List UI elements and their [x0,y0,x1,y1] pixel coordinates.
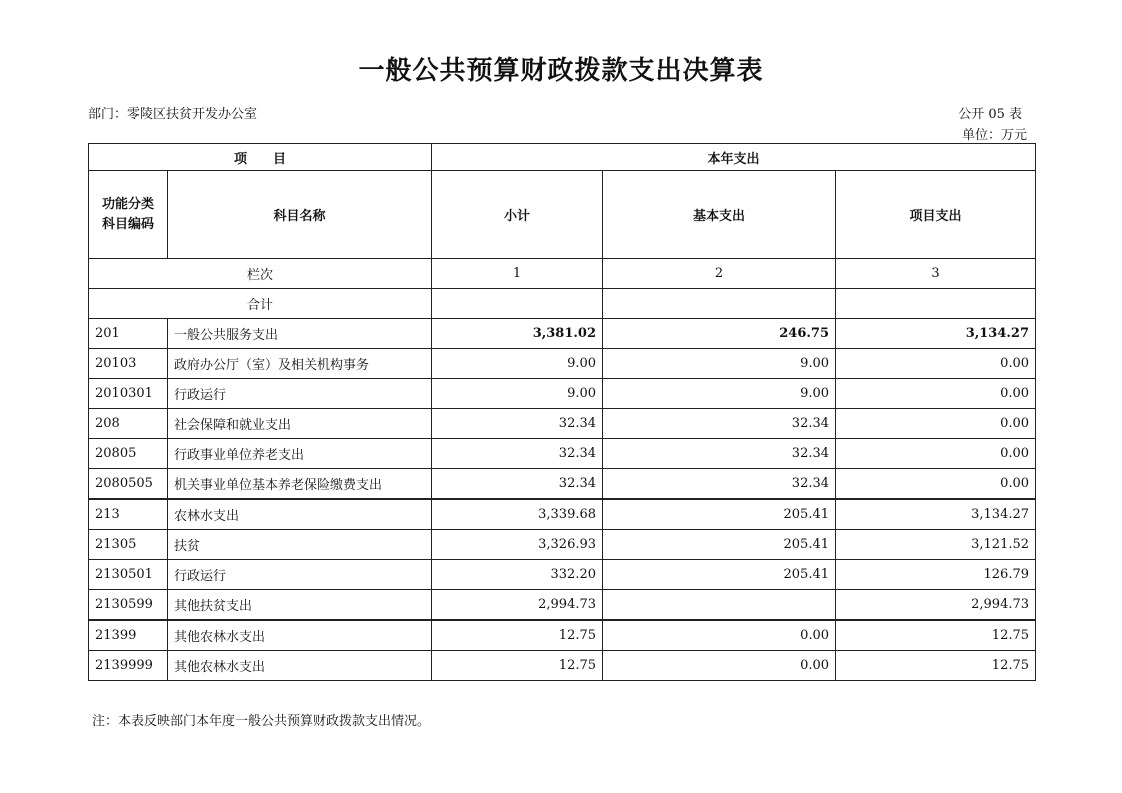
row-basic: 32.34 [603,439,836,469]
column-number-2: 2 [603,259,836,289]
header-name: 科目名称 [168,171,432,259]
row-name: 其他扶贫支出 [168,590,432,621]
row-name: 机关事业单位基本养老保险缴费支出 [168,469,432,500]
table-row [89,409,1036,439]
department-label: 部门：零陵区扶贫开发办公室 [88,107,258,122]
header-subtotal: 小计 [432,171,603,259]
row-basic: 205.41 [603,560,836,590]
table-row [89,620,1036,651]
row-code: 213 [89,499,168,530]
row-subtotal: 3,339.68 [432,499,603,530]
row-basic: 32.34 [603,409,836,439]
row-name: 农林水支出 [168,499,432,530]
row-project: 3,134.27 [836,319,1036,349]
header-item: 项 目 [89,144,432,171]
unit-label: 单位：万元 [961,128,1027,143]
row-project: 2,994.73 [836,590,1036,621]
row-basic: 9.00 [603,349,836,379]
row-name: 一般公共服务支出 [168,319,432,349]
row-project: 0.00 [836,469,1036,500]
row-subtotal: 32.34 [432,439,603,469]
row-name: 行政事业单位养老支出 [168,439,432,469]
footnote: 注：本表反映部门本年度一般公共预算财政拨款支出情况。 [92,714,431,729]
table-row [89,651,1036,681]
row-subtotal: 12.75 [432,620,603,651]
row-project: 0.00 [836,349,1036,379]
table-row [89,469,1036,500]
row-name: 政府办公厅（室）及相关机构事务 [168,349,432,379]
row-name: 扶贫 [168,530,432,560]
row-subtotal: 32.34 [432,409,603,439]
table-row [89,439,1036,469]
header-row-1 [89,144,1036,171]
table-row [89,530,1036,560]
header-basic: 基本支出 [603,171,836,259]
row-project: 3,121.52 [836,530,1036,560]
row-code: 201 [89,319,168,349]
total-label: 合计 [89,289,432,319]
row-basic: 246.75 [603,319,836,349]
row-name: 其他农林水支出 [168,620,432,651]
row-subtotal: 9.00 [432,349,603,379]
row-name: 行政运行 [168,560,432,590]
total-project [836,289,1036,319]
row-subtotal: 2,994.73 [432,590,603,621]
column-number-1: 1 [432,259,603,289]
row-project: 12.75 [836,651,1036,681]
row-project: 126.79 [836,560,1036,590]
header-code-text: 功能分类 科目编码 [101,196,154,232]
header-row-2 [89,171,1036,259]
row-code: 20103 [89,349,168,379]
total-basic [603,289,836,319]
total-subtotal [432,289,603,319]
column-number-label: 栏次 [89,259,432,289]
row-project: 0.00 [836,379,1036,409]
row-name: 社会保障和就业支出 [168,409,432,439]
row-project: 0.00 [836,439,1036,469]
row-code: 2130501 [89,560,168,590]
row-code: 2139999 [89,651,168,681]
row-basic: 0.00 [603,620,836,651]
row-project: 12.75 [836,620,1036,651]
page-title: 一般公共预算财政拨款支出决算表 [358,56,764,86]
row-subtotal: 9.00 [432,379,603,409]
table-row [89,319,1036,349]
row-basic: 205.41 [603,499,836,530]
total-row [89,289,1036,319]
row-subtotal: 332.20 [432,560,603,590]
row-basic: 9.00 [603,379,836,409]
row-basic: 32.34 [603,469,836,500]
table-row [89,499,1036,530]
row-name: 行政运行 [168,379,432,409]
row-subtotal: 12.75 [432,651,603,681]
row-code: 2010301 [89,379,168,409]
header-current-year: 本年支出 [432,144,1036,171]
expenditure-table [88,143,1036,681]
row-name: 其他农林水支出 [168,651,432,681]
row-code: 21399 [89,620,168,651]
row-code: 20805 [89,439,168,469]
header-code [89,171,168,259]
table-row [89,590,1036,621]
row-basic [603,590,836,621]
column-number-3: 3 [836,259,1036,289]
row-code: 2130599 [89,590,168,621]
row-project: 0.00 [836,409,1036,439]
form-number: 公开 05 表 [958,107,1022,122]
row-code: 21305 [89,530,168,560]
row-subtotal: 32.34 [432,469,603,500]
row-subtotal: 3,381.02 [432,319,603,349]
row-code: 208 [89,409,168,439]
table-row [89,349,1036,379]
row-subtotal: 3,326.93 [432,530,603,560]
table-row [89,379,1036,409]
header-project: 项目支出 [836,171,1036,259]
row-project: 3,134.27 [836,499,1036,530]
row-basic: 205.41 [603,530,836,560]
row-basic: 0.00 [603,651,836,681]
row-code: 2080505 [89,469,168,500]
column-number-row [89,259,1036,289]
table-row [89,560,1036,590]
